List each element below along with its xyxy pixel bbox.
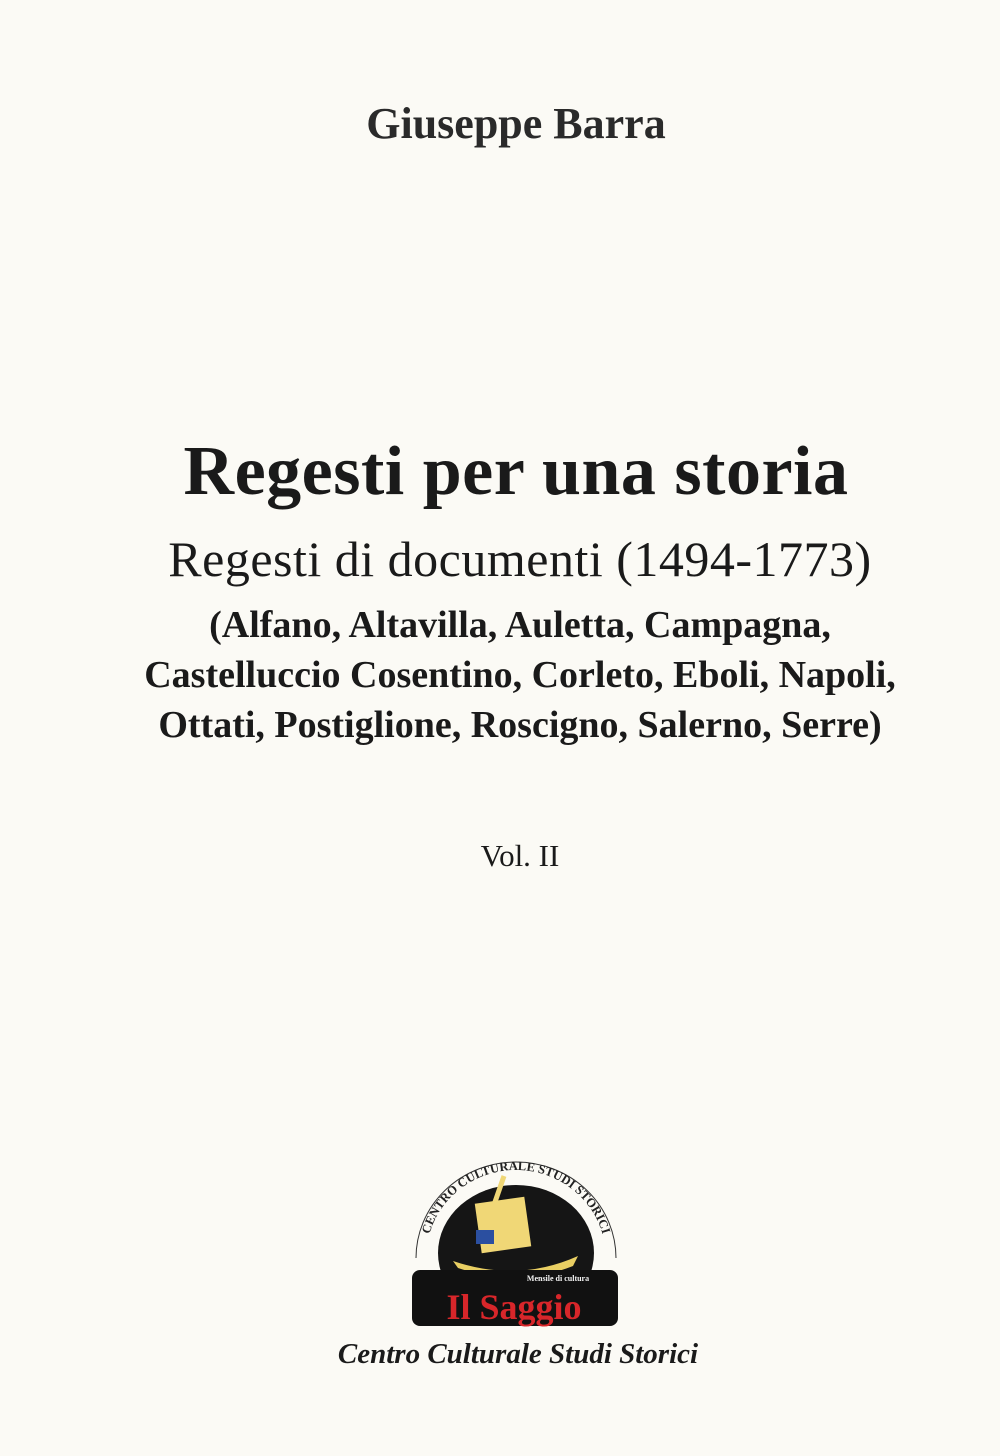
author-name: Giuseppe Barra (366, 99, 666, 148)
logo-name: Il Saggio (446, 1287, 582, 1327)
book-subtitle: Regesti di documenti (1494-1773) (168, 531, 872, 587)
book-title: Regesti per una storia (183, 433, 849, 510)
places-line: (Alfano, Altavilla, Auletta, Campagna, (209, 604, 831, 646)
logo-tagline: Mensile di cultura (526, 1274, 590, 1283)
places-line: Ottati, Postiglione, Roscigno, Salerno, Serre) (158, 704, 882, 746)
publisher-name: Centro Culturale Studi Storici (337, 1338, 699, 1370)
logo-arc-text: CENTRO CULTURALE STUDI STORICI (418, 1158, 614, 1236)
volume-number: Vol. II (480, 838, 560, 873)
publisher-logo (408, 1158, 624, 1328)
scroll-icon (475, 1197, 531, 1253)
inkwell-icon (476, 1230, 494, 1244)
places-line: Castelluccio Cosentino, Corleto, Eboli, Napoli, (144, 654, 896, 696)
